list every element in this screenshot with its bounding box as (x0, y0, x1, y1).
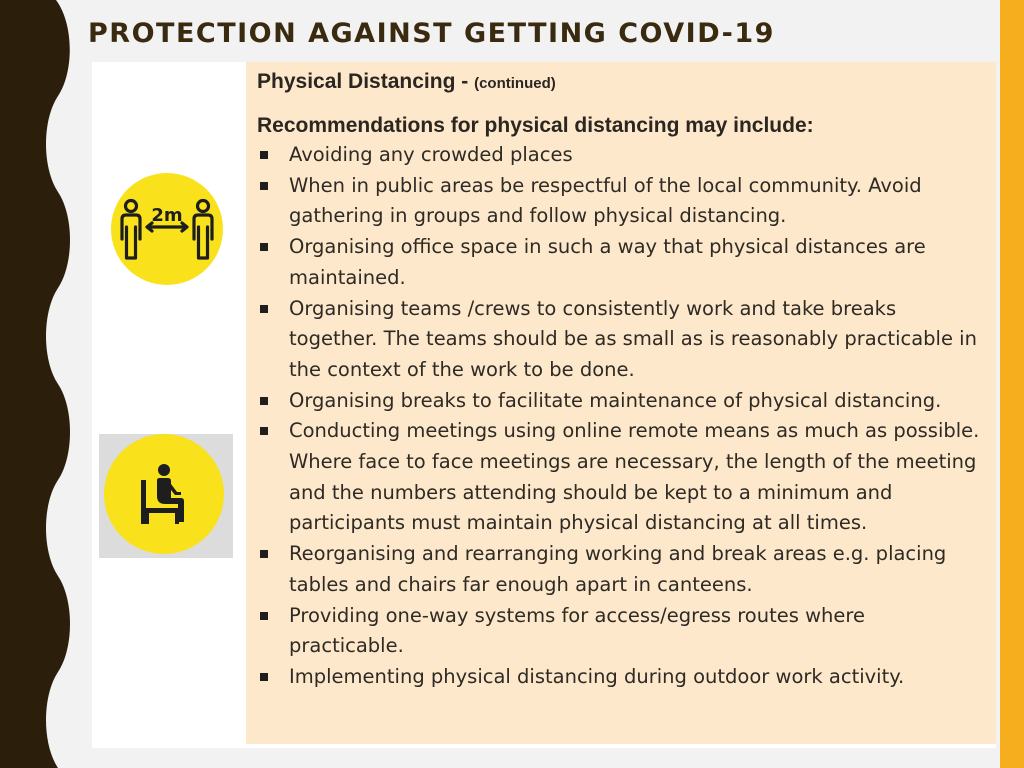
slide-title: PROTECTION AGAINST GETTING COVID-19 (88, 18, 775, 49)
list-item (257, 416, 984, 539)
bullet-square-icon (260, 151, 268, 159)
bullet-square-icon (260, 673, 268, 681)
bullet-square-icon (260, 427, 268, 435)
content-box (246, 62, 996, 744)
subtitle-note: (continued) (474, 75, 556, 92)
list-item-text: Providing one-way systems for access/egress routes where practicable. (289, 603, 865, 658)
recommendations-list (257, 140, 984, 693)
list-item (257, 386, 984, 417)
list-item-text: When in public areas be respectful of the local community. Avoid gathering in groups and follow physical distancing. (289, 173, 922, 228)
list-item (257, 539, 984, 600)
list-item-text: Conducting meetings using online remote means as much as possible. Where face to face meetings are necessary, the length of the meeting and the numbers attending should be kept to a minimum and participants must maintain physical distancing at all times. (289, 419, 980, 535)
bullet-square-icon (260, 243, 268, 251)
list-item (257, 232, 984, 293)
list-item (257, 171, 984, 232)
right-accent-stripe (1000, 0, 1024, 768)
list-item-text: Avoiding any crowded places (289, 143, 573, 166)
recommendations-heading: Recommendations for physical distancing may include: (257, 114, 814, 137)
list-item (257, 140, 984, 171)
list-item (257, 601, 984, 662)
list-item-text: Implementing physical distancing during outdoor work activity. (289, 664, 905, 688)
list-item (257, 662, 984, 693)
two-metre-label: 2m (151, 205, 183, 226)
bullet-square-icon (260, 550, 268, 558)
section-subtitle (257, 70, 984, 94)
list-item (257, 294, 984, 386)
seated-person-icon (99, 434, 233, 558)
list-item-text: Organising breaks to facilitate maintenance of physical distancing. (289, 388, 942, 412)
two-metre-distance-icon (110, 172, 224, 286)
bullet-square-icon (260, 182, 268, 190)
list-item-text: Reorganising and rearranging working and break areas e.g. placing tables and chairs far enough apart in canteens. (289, 542, 947, 596)
subtitle-main: Physical Distancing - (257, 70, 475, 93)
bullet-square-icon (260, 397, 268, 405)
list-item-text: Organising office space in such a way that physical distances are maintained. (289, 235, 926, 289)
list-item-text: Organising teams /crews to consistently work and take breaks together. The teams should be as small as is reasonably practicable in the context of the work to be done. (289, 296, 977, 381)
bullet-square-icon (260, 305, 268, 313)
bullet-square-icon (260, 612, 268, 620)
left-wave-border (0, 0, 80, 768)
